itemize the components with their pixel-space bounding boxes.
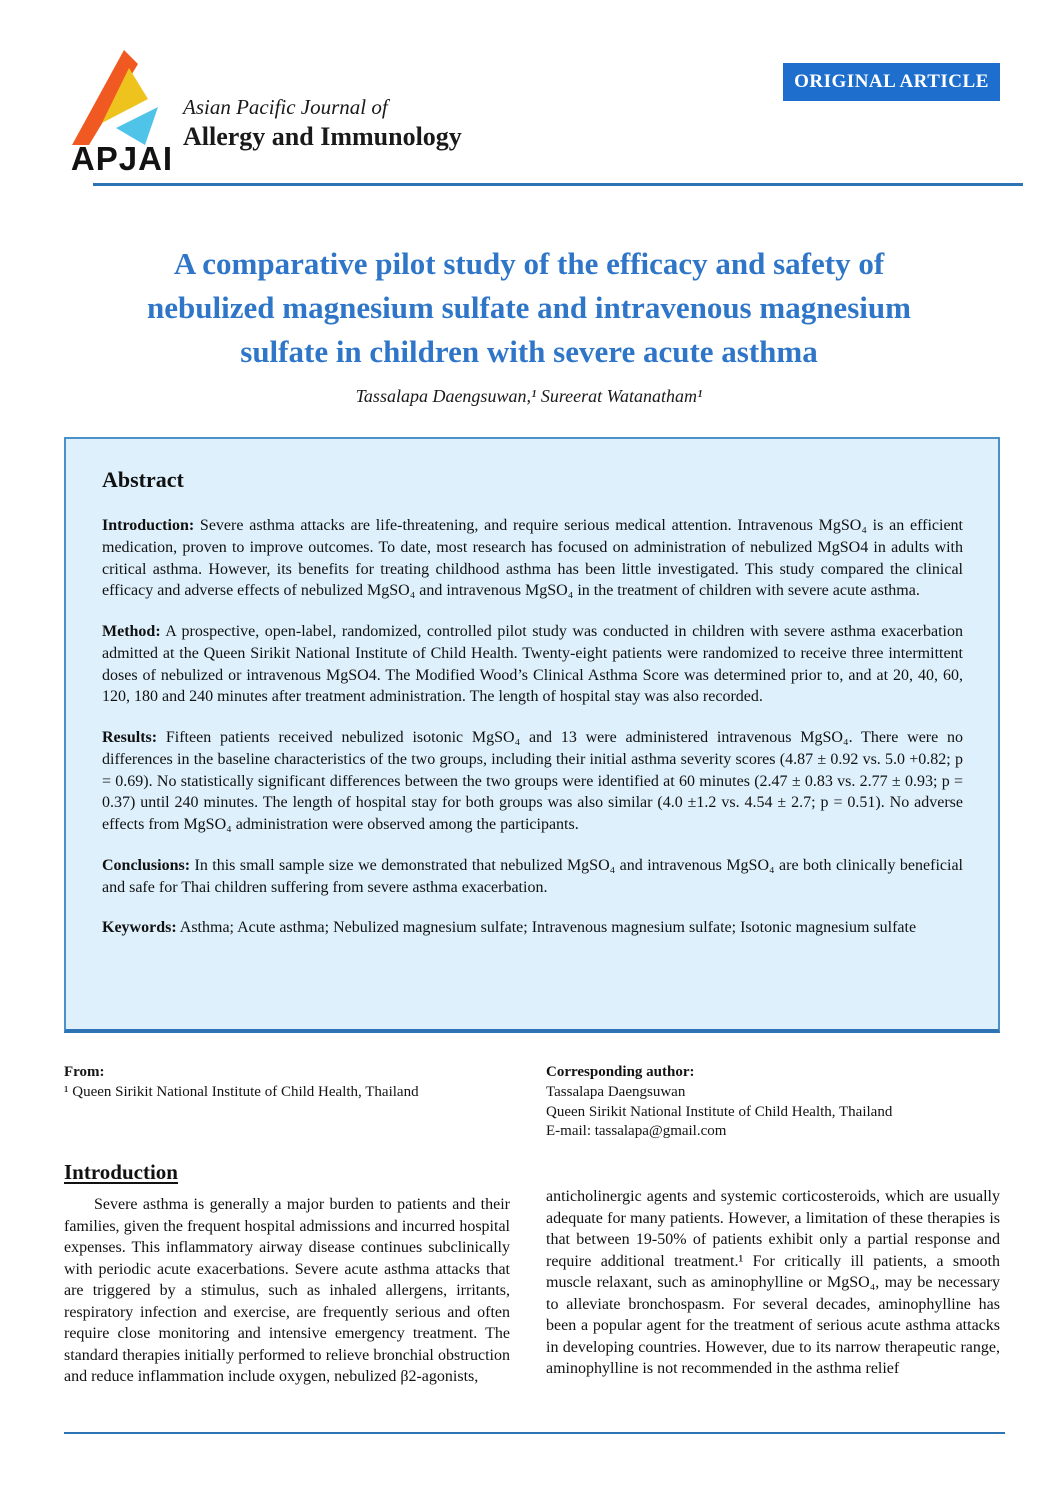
corresponding-author-email: E-mail: tassalapa@gmail.com [546, 1123, 727, 1140]
abstract-conclusions-paragraph [102, 855, 963, 899]
abstract-results-paragraph [102, 727, 963, 836]
abstract-method-paragraph [102, 621, 963, 708]
article-title-line1: A comparative pilot study of the efficacy and safety of [173, 246, 885, 281]
article-type-badge: ORIGINAL ARTICLE [783, 63, 1000, 101]
introduction-left-column [64, 1160, 510, 1388]
abstract-keywords-text: Asthma; Acute asthma; Nebulized magnesium sulfate; Intravenous magnesium sulfate; Isotonic magnesium sulfate [176, 919, 917, 937]
apjai-logo [66, 50, 178, 175]
corresponding-author-name: Tassalapa Daengsuwan [546, 1083, 686, 1100]
introduction-left-text: Severe asthma is generally a major burden to patients and their families, given the frequent hospital admissions and incurred hospital expenses. This inflammatory airway disease continues subclinically with periodic acute exacerbations. Severe acute asthma attacks that are triggered by a stimulus, such as inhaled allergens, irritants, respiratory infection and exercise, are frequently serious and often require close monitoring and intensive emergency treatment. The standard therapies initially performed to relieve bronchial obstruction and reduce inflammation include oxygen, nebulized β2-agonists, [64, 1196, 510, 1385]
from-block [64, 1063, 504, 1103]
corresponding-author-label: Corresponding author: [546, 1064, 695, 1080]
journal-name [183, 94, 462, 154]
footer-rule [64, 1432, 1005, 1434]
abstract-heading: Abstract [102, 467, 184, 492]
abstract-conclusions-text: In this small sample size we demonstrated that nebulized MgSO₄ and intravenous MgSO₄ are both clinically beneficial and safe for Thai children suffering from severe asthma exacerbation. [102, 856, 963, 896]
abstract-introduction-text: Severe asthma attacks are life-threatening, and require serious medical attention. Intravenous MgSO₄ is an efficient medication, proven to improve outcomes. To date, most research has focused on administration of nebulized MgSO4 in adults with critical asthma. However, its benefits for treating childhood asthma has been little investigated. This study compared the clinical efficacy and adverse effects of nebulized MgSO₄ and intravenous MgSO₄ in the treatment of children with severe acute asthma. [102, 517, 963, 600]
abstract-box [64, 437, 1000, 1033]
journal-name-line2: Allergy and Immunology [183, 122, 462, 152]
journal-name-line1: Asian Pacific Journal of [183, 95, 388, 119]
from-affiliation: ¹ Queen Sirikit National Institute of Child Health, Thailand [64, 1083, 419, 1100]
article-title [59, 242, 999, 374]
introduction-heading: Introduction [64, 1160, 178, 1184]
introduction-right-column [546, 1186, 1000, 1380]
apjai-logo-text: APJAI [70, 140, 174, 177]
introduction-right-text: anticholinergic agents and systemic corticosteroids, which are usually adequate for many patients. However, a limitation of these therapies is that between 19-50% of patients exhibit only a partial response and require additional treatment.¹ For critically ill patients, a smooth muscle relaxant, such as aminophylline or MgSO₄, may be necessary to alleviate bronchospasm. For several decades, aminophylline has been a popular agent for the treatment of serious acute asthma attacks in developing countries. However, due to its narrow therapeutic range, aminophylline is not recommended in the asthma relief [546, 1188, 1000, 1377]
article-title-line3: sulfate in children with severe acute asthma [240, 334, 818, 370]
corresponding-author-block [546, 1063, 996, 1142]
abstract-method-label: Method: [102, 623, 161, 640]
article-title-line2: nebulized magnesium sulfate and intravenous magnesium [147, 290, 911, 326]
abstract-keywords-label: Keywords: [102, 919, 177, 937]
abstract-results-label: Results: [102, 729, 158, 746]
abstract-method-text: A prospective, open-label, randomized, controlled pilot study was conducted in children with severe asthma exacerbation admitted at the Queen Sirikit National Institute of Child Health. Twenty-eight patients were randomized to receive three intermittent doses of nebulized or intravenous MgSO4. The Modified Wood’s Clinical Asthma Score was determined prior to, and at 20, 40, 60, 120, 180 and 240 minutes after treatment administration. The length of hospital stay was also recorded. [102, 623, 963, 706]
apjai-logo-icon [70, 50, 174, 146]
from-label: From: [64, 1064, 105, 1080]
abstract-introduction-label: Introduction: [102, 517, 195, 534]
abstract-conclusions-label: Conclusions: [102, 856, 191, 874]
article-authors: Tassalapa Daengsuwan,¹ Sureerat Watanatham¹ [355, 386, 703, 406]
corresponding-author-affiliation: Queen Sirikit National Institute of Child Health, Thailand [546, 1103, 893, 1120]
abstract-introduction-paragraph [102, 515, 963, 602]
abstract-results-text: Fifteen patients received nebulized isotonic MgSO₄ and 13 were administered intravenous MgSO₄. There were no differences in the baseline characteristics of the two groups, including their initial asthma severity scores (4.87 ± 0.92 vs. 5.0 +0.82; p = 0.69). No statistically significant differences between the two groups were identified at 60 minutes (2.47 ± 0.83 vs. 2.77 ± 0.93; p = 0.37) until 240 minutes. The length of hospital stay for both groups was also similar (4.0 ±1.2 vs. 4.54 ± 2.7; p = 0.51). No adverse effects from MgSO₄ administration were observed among the participants. [102, 729, 963, 833]
header-rule [93, 183, 1023, 186]
abstract-keywords-paragraph [102, 917, 963, 939]
